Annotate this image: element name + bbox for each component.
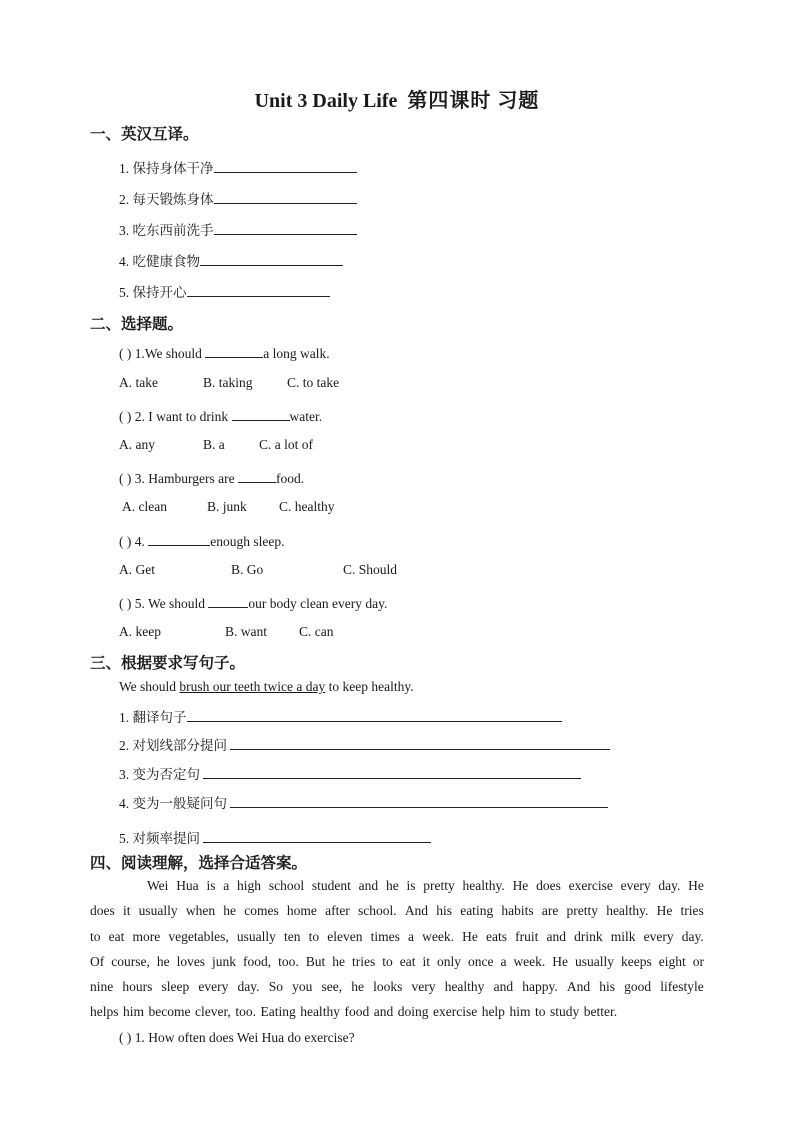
passage-word: and [546, 928, 566, 944]
passage-word: eat [108, 928, 125, 944]
s4-question-1: ( ) 1. How often does Wei Hua do exercise? [119, 1030, 355, 1045]
passage-word: he [223, 903, 237, 919]
passage-word: loves [176, 953, 206, 969]
s3-item-3-text: 3. 变为否定句 [119, 767, 200, 782]
passage-word: junk [212, 953, 237, 969]
passage-word: eats [485, 928, 507, 944]
passage-word: And [566, 979, 591, 995]
title-chinese: 第四课时 习题 [407, 90, 540, 112]
passage-word: after [325, 903, 350, 919]
s3-item-5 [119, 827, 431, 847]
q4-paren[interactable]: ( ) [119, 534, 132, 549]
s1-item-3 [119, 219, 357, 239]
passage-word: exercise [568, 878, 613, 893]
passage-word: tries [352, 953, 376, 969]
s1-answer-blank-3[interactable] [214, 220, 357, 235]
passage-word: day. [237, 979, 260, 995]
passage-word: student [311, 878, 351, 893]
passage-word: vegetables, [168, 928, 229, 944]
s2-question-3 [119, 468, 304, 487]
passage-word: drink [574, 928, 603, 944]
q2-text-b: water. [289, 409, 323, 424]
passage-word: it [122, 903, 131, 919]
passage-word: school. [358, 903, 397, 919]
s3-sentence-b: to keep healthy. [325, 679, 414, 694]
s2-q1-options [119, 375, 339, 391]
passage-word: his [599, 979, 616, 995]
reading-passage [90, 873, 704, 1025]
passage-word: is [206, 878, 216, 893]
passage-line-2 [90, 898, 704, 923]
passage-word: exercise [432, 1004, 478, 1020]
passage-word: too. [278, 953, 299, 969]
passage-word: his [436, 903, 453, 919]
q5-text-b: our body clean every day. [248, 596, 388, 611]
passage-word: helps [90, 1004, 119, 1020]
q3-text-b: food. [275, 471, 305, 486]
passage-word: eating [460, 903, 494, 919]
s1-item-4 [119, 250, 343, 270]
passage-word: doing [397, 1004, 429, 1020]
s1-item-4-text: 4. 吃健康食物 [119, 254, 200, 269]
s3-sentence-underlined: brush our teeth twice a day [179, 679, 326, 694]
passage-word: eleven [327, 928, 363, 944]
q2-option-c[interactable]: C. a lot of [259, 437, 313, 452]
passage-word: to [534, 1004, 546, 1020]
passage-word: pretty [423, 878, 455, 893]
q1-option-a[interactable]: A. take [119, 375, 158, 390]
passage-word: pretty [566, 903, 598, 919]
passage-word: he [332, 953, 346, 969]
passage-word: he [351, 979, 364, 995]
s3-sentence-a: We should [119, 679, 180, 694]
passage-word: But [305, 953, 326, 969]
q5-paren[interactable]: ( ) [119, 596, 132, 611]
passage-word: Of [90, 953, 105, 969]
s3-item-4 [119, 792, 608, 812]
page-title [0, 84, 794, 113]
q4-option-b[interactable]: B. Go [231, 562, 264, 577]
passage-word: see, [321, 979, 343, 995]
s1-item-3-text: 3. 吃东西前洗手 [119, 223, 214, 238]
q3-option-b[interactable]: B. junk [207, 499, 247, 514]
s3-item-4-text: 4. 变为一般疑问句 [119, 796, 227, 811]
section-1-heading: 一、英汉互译。 [90, 125, 199, 143]
passage-word: comes [244, 903, 279, 919]
q2-option-b[interactable]: B. a [203, 437, 225, 452]
passage-word: usually [236, 928, 276, 944]
title-english: Unit 3 Daily Life [254, 90, 398, 112]
passage-word: Hua [176, 878, 199, 893]
passage-word: So [268, 979, 283, 995]
passage-word: usually [575, 953, 615, 969]
passage-line-6 [90, 999, 704, 1024]
passage-word: him [123, 1004, 145, 1020]
s1-item-5 [119, 281, 330, 301]
passage-word: healthy. [606, 903, 649, 919]
q5-text-a: 5. We should [134, 596, 206, 611]
passage-word: clever, [195, 1004, 231, 1020]
passage-word: He [688, 878, 704, 893]
q4-blank[interactable] [148, 531, 210, 546]
passage-word: to [90, 928, 101, 944]
passage-word: you [292, 979, 313, 995]
section-2-heading: 二、选择题。 [90, 315, 184, 333]
passage-word: fruit [515, 928, 539, 944]
s3-item-2-text: 2. 对划线部分提问 [119, 738, 227, 753]
q1-paren[interactable]: ( ) [119, 346, 132, 361]
q2-paren[interactable]: ( ) [119, 409, 132, 424]
s3-item-1 [119, 706, 562, 726]
s3-answer-blank-5[interactable] [203, 828, 431, 843]
passage-word: become [148, 1004, 191, 1020]
passage-word: sleep [161, 979, 190, 995]
passage-word: better. [583, 1004, 618, 1020]
s3-answer-blank-2[interactable] [230, 735, 610, 750]
passage-word: milk [610, 928, 636, 944]
passage-word: He [462, 928, 478, 944]
s1-answer-blank-5[interactable] [187, 282, 330, 297]
passage-line-5 [90, 974, 704, 999]
s2-q4-options [119, 562, 397, 578]
q1-text-b: a long walk. [263, 346, 330, 361]
q1-option-b[interactable]: B. taking [203, 375, 253, 390]
s1-item-1-text: 1. 保持身体干净 [119, 161, 214, 176]
passage-word: a [223, 878, 230, 893]
passage-word: home [286, 903, 317, 919]
passage-word: and [373, 1004, 394, 1020]
passage-line-1 [90, 873, 704, 898]
passage-word: a [408, 928, 414, 944]
s3-answer-blank-4[interactable] [230, 793, 608, 808]
q3-option-a[interactable]: A. clean [122, 499, 167, 514]
passage-word: tries [680, 903, 704, 919]
passage-word: healthy [444, 979, 485, 995]
passage-word: him [509, 1004, 531, 1020]
passage-word: he [156, 953, 170, 969]
passage-word: healthy. [462, 878, 505, 893]
q5-option-b[interactable]: B. want [225, 624, 267, 639]
passage-word: eight [658, 953, 686, 969]
passage-word: very [411, 979, 436, 995]
section-3-heading: 三、根据要求写句子。 [90, 654, 246, 672]
passage-word: it [422, 953, 430, 969]
q3-option-c[interactable]: C. healthy [279, 499, 335, 514]
s2-q2-options [119, 437, 313, 453]
q3-text-a: 3. Hamburgers are [134, 471, 235, 486]
s3-sentence [119, 679, 414, 695]
q5-option-c[interactable]: C. can [299, 624, 334, 639]
q1-text-a: 1.We should [134, 346, 202, 361]
passage-word: every [198, 979, 229, 995]
passage-word: is [406, 878, 416, 893]
passage-word: looks [373, 979, 403, 995]
s3-item-3 [119, 763, 581, 783]
q2-option-a[interactable]: A. any [119, 437, 155, 452]
passage-word: lifestyle [660, 979, 704, 995]
passage-word: ten [284, 928, 301, 944]
passage-word: He [552, 953, 569, 969]
passage-word: food [344, 1004, 370, 1020]
passage-word: a [500, 953, 507, 969]
q2-text-a: 2. I want to drink [134, 409, 229, 424]
passage-word: He [512, 878, 529, 893]
q4-option-c[interactable]: C. Should [343, 562, 398, 577]
passage-word: And [404, 903, 429, 919]
s1-item-2 [119, 188, 357, 208]
s1-item-1 [119, 157, 357, 177]
s2-question-4 [119, 531, 284, 550]
passage-word: keeps [621, 953, 652, 969]
passage-word: more [132, 928, 161, 944]
passage-line-4 [90, 949, 704, 974]
passage-word: to [382, 953, 393, 969]
passage-word: once [467, 953, 494, 969]
passage-word: week. [513, 953, 546, 969]
section-4-heading: 四、阅读理解，选择合适答案。 [90, 854, 308, 872]
passage-word: help [481, 1004, 505, 1020]
passage-word: usually [138, 903, 178, 919]
s1-answer-blank-1[interactable] [214, 158, 357, 173]
passage-word: are [541, 903, 559, 919]
s2-question-2 [119, 406, 322, 425]
passage-word: food, [243, 953, 272, 969]
q3-paren[interactable]: ( ) [119, 471, 132, 486]
s1-item-5-text: 5. 保持开心 [119, 285, 187, 300]
q4-text-a: 4. [134, 534, 145, 549]
passage-word: course, [111, 953, 150, 969]
passage-word: to [308, 928, 320, 944]
q4-option-a[interactable]: A. Get [119, 562, 155, 577]
passage-word: when [185, 903, 216, 919]
s1-answer-blank-2[interactable] [214, 189, 357, 204]
passage-word: school [268, 878, 305, 893]
passage-line-3 [90, 924, 704, 949]
passage-word: does [90, 903, 115, 919]
q5-blank[interactable] [208, 593, 248, 608]
passage-word: habits [501, 903, 534, 919]
s3-item-5-text: 5. 对频率提问 [119, 831, 200, 846]
passage-word: happy. [522, 979, 558, 995]
passage-word: He [656, 903, 673, 919]
passage-word: Wei [147, 878, 169, 893]
passage-word: Eating [260, 1004, 296, 1020]
s2-q3-options [122, 499, 335, 515]
passage-word: every [620, 878, 651, 893]
s3-item-1-text: 1. 翻译句子 [119, 710, 187, 725]
passage-word: good [624, 979, 652, 995]
passage-word: and [358, 878, 379, 893]
q1-option-c[interactable]: C. to take [287, 375, 340, 390]
s2-question-5 [119, 593, 387, 612]
s1-item-2-text: 2. 每天锻炼身体 [119, 192, 214, 207]
passage-word: high [237, 878, 262, 893]
s3-item-2 [119, 734, 610, 754]
passage-word: eat [399, 953, 416, 969]
passage-word: times [370, 928, 400, 944]
q2-blank[interactable] [232, 406, 290, 421]
passage-word: nine [90, 979, 114, 995]
passage-word: week. [422, 928, 454, 944]
passage-word: or [692, 953, 704, 969]
q5-option-a[interactable]: A. keep [119, 624, 161, 639]
passage-word: every [643, 928, 674, 944]
s3-answer-blank-3[interactable] [203, 764, 581, 779]
q1-blank[interactable] [205, 343, 263, 358]
passage-word: only [436, 953, 461, 969]
passage-word: and [493, 979, 514, 995]
s3-answer-blank-1[interactable] [187, 707, 562, 722]
passage-word: study [549, 1004, 580, 1020]
passage-word: too. [235, 1004, 256, 1020]
q3-blank[interactable] [238, 468, 276, 483]
passage-word: hours [122, 979, 153, 995]
s2-q5-options [119, 624, 334, 640]
s1-answer-blank-4[interactable] [200, 251, 343, 266]
passage-word: healthy [300, 1004, 340, 1020]
s2-question-1 [119, 343, 330, 362]
passage-word: does [536, 878, 561, 893]
passage-word: day. [681, 928, 704, 944]
passage-word: he [385, 878, 399, 893]
q4-text-b: enough sleep. [210, 534, 285, 549]
passage-word: day. [658, 878, 681, 893]
